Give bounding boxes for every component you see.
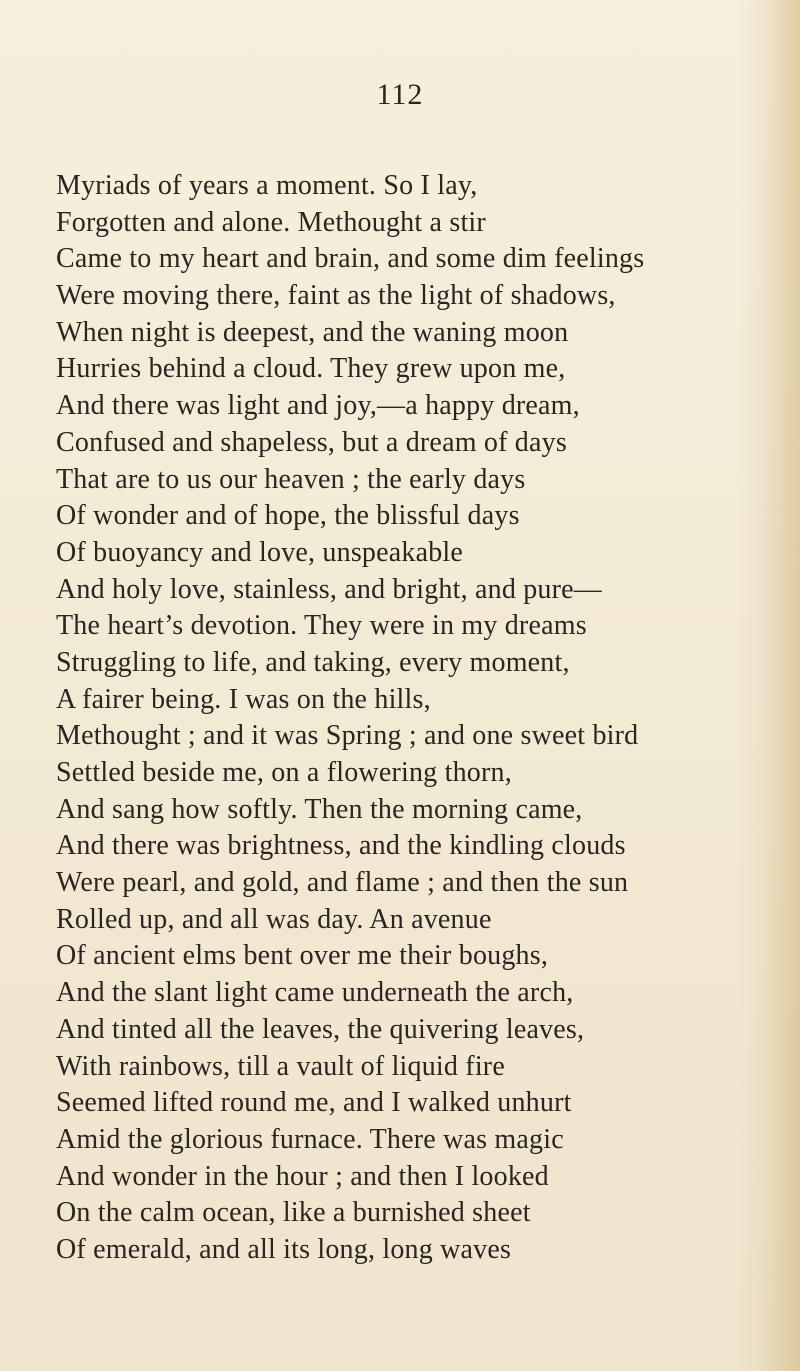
poem-line: And tinted all the leaves, the quivering leaves,	[56, 1013, 585, 1045]
poem-line: Forgotten and alone. Methought a stir	[56, 206, 486, 238]
poem-line: When night is deepest, and the waning moon	[56, 316, 569, 348]
poem-line: Came to my heart and brain, and some dim feelings	[56, 243, 645, 275]
poem-line: And sang how softly. Then the morning came,	[56, 793, 583, 825]
poem-line: Hurries behind a cloud. They grew upon me,	[56, 353, 566, 385]
poem-line: That are to us our heaven ; the early days	[56, 463, 526, 495]
poem-line: Of ancient elms bent over me their boughs,	[56, 940, 549, 972]
poem-line: A fairer being. I was on the hills,	[56, 683, 431, 715]
poem-line: Rolled up, and all was day. An avenue	[56, 903, 492, 935]
poem-line: And the slant light came underneath the arch,	[56, 977, 574, 1009]
poem-line: Amid the glorious furnace. There was magic	[56, 1123, 564, 1155]
poem-line: Of buoyancy and love, unspeakable	[56, 536, 464, 568]
poem-line: Struggling to life, and taking, every moment,	[56, 646, 570, 678]
poem-line: On the calm ocean, like a burnished sheet	[56, 1197, 531, 1229]
poem-line: Seemed lifted round me, and I walked unhurt	[56, 1087, 572, 1119]
page-number: 112	[376, 78, 424, 111]
poem-line: Confused and shapeless, but a dream of days	[56, 426, 567, 458]
poem-line: The heart’s devotion. They were in my dreams	[56, 610, 587, 642]
poem-line: Myriads of years a moment. So I lay,	[56, 170, 478, 201]
poem-line: Settled beside me, on a flowering thorn,	[56, 757, 512, 788]
poem-line: And there was light and joy,—a happy dream,	[56, 390, 580, 422]
poem-line: Were pearl, and gold, and flame ; and then the sun	[56, 867, 629, 899]
poem-line: Were moving there, faint as the light of shadows,	[56, 280, 616, 312]
poem-line: Of wonder and of hope, the blissful days	[56, 500, 520, 532]
poem-line: Methought ; and it was Spring ; and one sweet bird	[56, 720, 639, 752]
poem-line: Of emerald, and all its long, long waves	[56, 1233, 512, 1265]
poem-line: And holy love, stainless, and bright, and pure—	[56, 573, 602, 605]
poem-line: With rainbows, till a vault of liquid fire	[56, 1050, 505, 1082]
poem-line: And wonder in the hour ; and then I looked	[56, 1160, 549, 1192]
poem-text	[56, 168, 796, 1269]
poem-line: And there was brightness, and the kindling clouds	[56, 830, 626, 862]
